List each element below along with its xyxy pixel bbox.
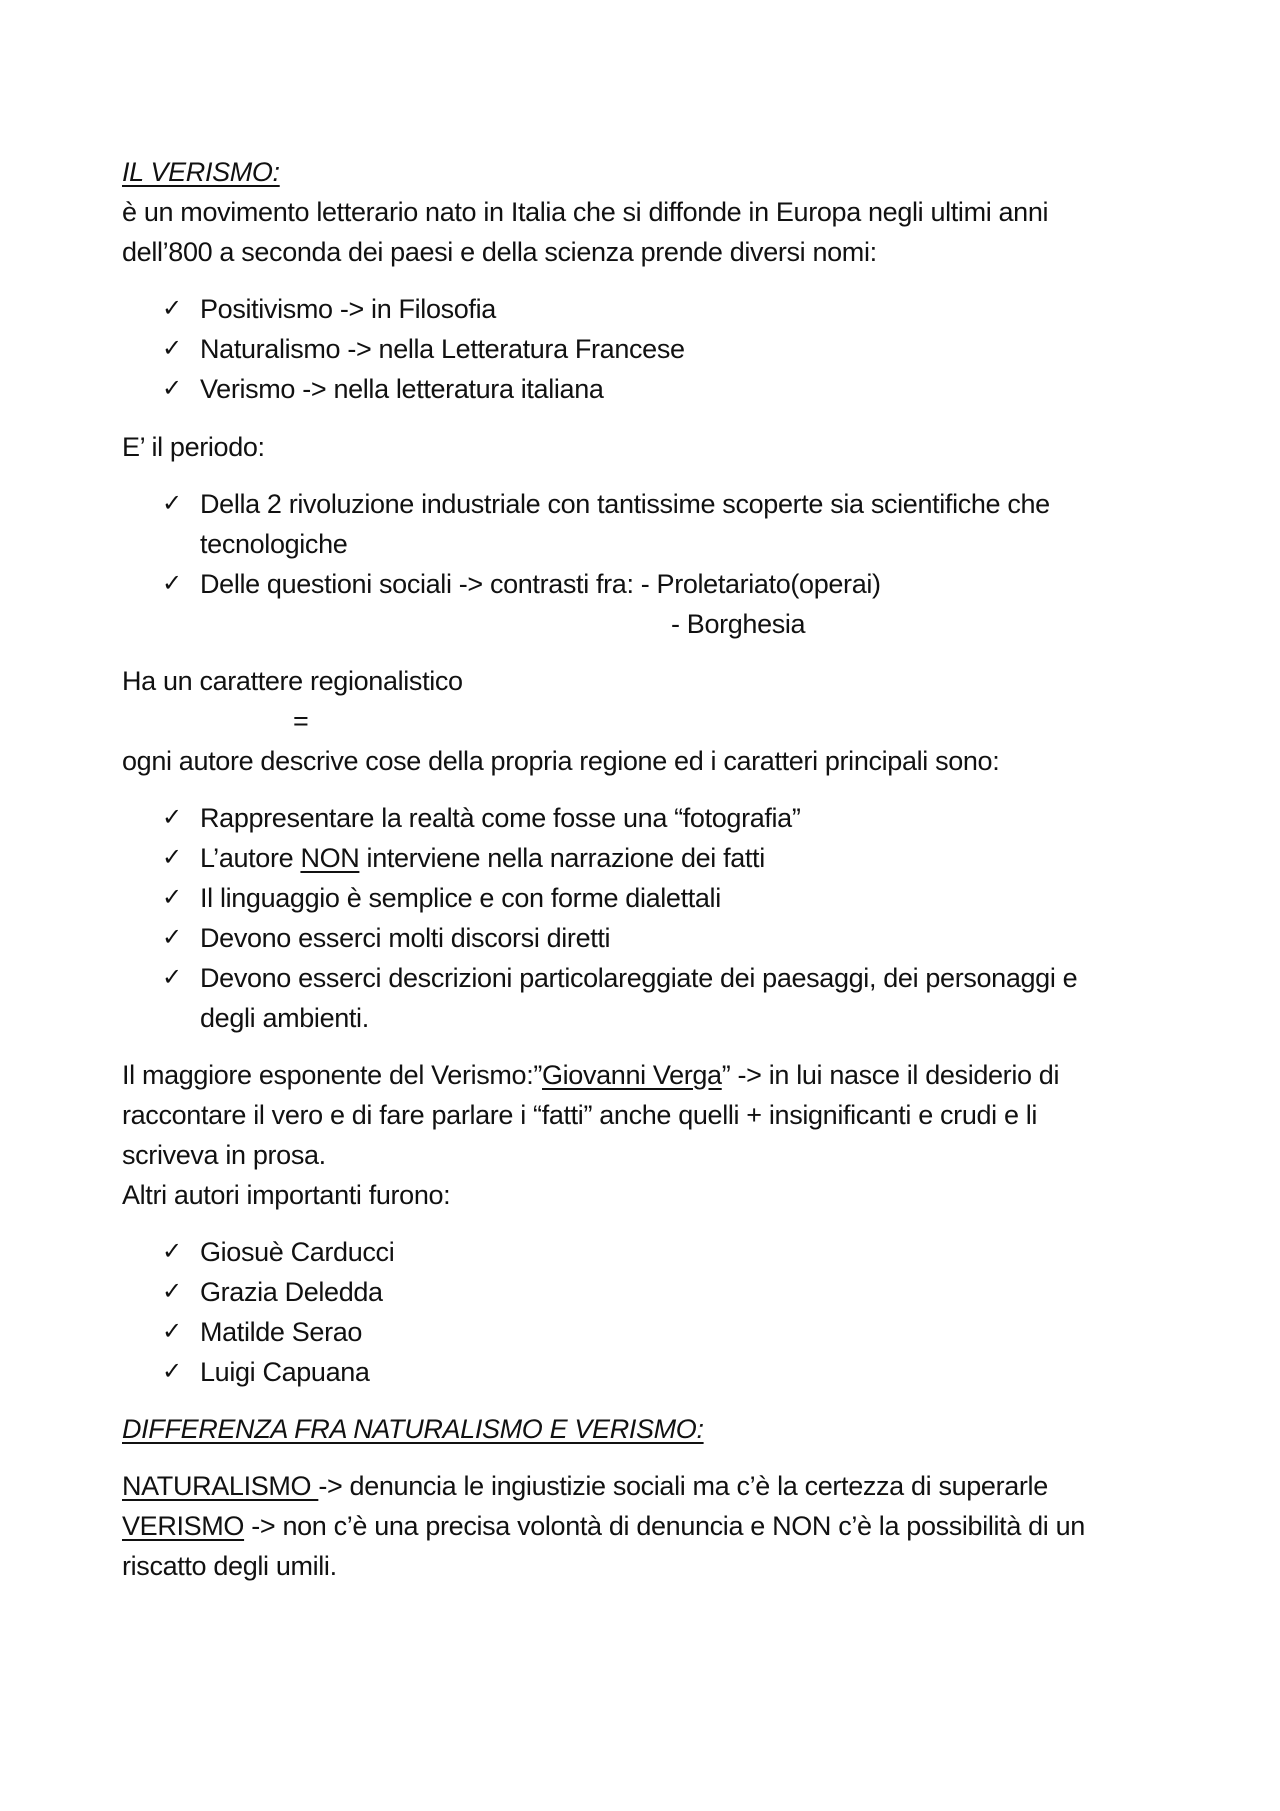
verga-line <box>122 1055 1059 1095</box>
list-item-text: Verismo -> nella letteratura italiana <box>200 374 604 404</box>
check-mark-icon: ✓ <box>162 375 182 402</box>
section-heading: DIFFERENZA FRA NATURALISMO E VERISMO: <box>122 1414 704 1444</box>
list-item-text: Il linguaggio è semplice e con forme dialettali <box>200 883 721 913</box>
check-mark-icon: ✓ <box>162 1238 182 1265</box>
authors-label: Altri autori importanti furono: <box>122 1180 451 1210</box>
period-label: E’ il periodo: <box>122 432 265 462</box>
verga-line: scriveva in prosa. <box>122 1140 326 1170</box>
author-item: Grazia Deledda <box>200 1277 383 1307</box>
list-item <box>162 958 1077 998</box>
list-item <box>162 798 801 838</box>
check-mark-icon: ✓ <box>162 1318 182 1345</box>
check-mark-icon: ✓ <box>162 335 182 362</box>
verismo-line: riscatto degli umili. <box>122 1551 337 1581</box>
equals-sign: = <box>293 706 309 736</box>
emphasis-non: NON <box>300 843 360 873</box>
list-item-text: Devono esserci descrizioni particolareggiate dei paesaggi, dei personaggi e <box>200 963 1078 993</box>
list-item <box>162 1232 394 1272</box>
naturalismo-line <box>122 1466 1048 1506</box>
author-name: Giovanni Verga <box>542 1060 722 1090</box>
page-title: IL VERISMO: <box>122 157 280 187</box>
list-item <box>162 1272 383 1312</box>
author-item: Matilde Serao <box>200 1317 363 1347</box>
check-mark-icon: ✓ <box>162 570 182 597</box>
verga-text: ” -> in lui nasce il desiderio di <box>721 1060 1060 1090</box>
list-item-continuation: tecnologiche <box>200 529 348 559</box>
verga-line: raccontare il vero e di fare parlare i “fatti” anche quelli + insignificanti e crudi e li <box>122 1100 1038 1130</box>
intro-line: è un movimento letterario nato in Italia che si diffonde in Europa negli ultimi anni <box>122 197 1049 227</box>
list-item <box>162 564 881 604</box>
list-item <box>162 369 604 409</box>
regional-line: Ha un carattere regionalistico <box>122 666 463 696</box>
check-mark-icon: ✓ <box>162 1358 182 1385</box>
list-item-text: interviene nella narrazione dei fatti <box>359 843 765 873</box>
list-item-text: Delle questioni sociali -> contrasti fra: - Proletariato(operai) <box>200 569 881 599</box>
verismo-label: VERISMO <box>122 1511 245 1541</box>
check-mark-icon: ✓ <box>162 295 182 322</box>
regional-line: ogni autore descrive cose della propria regione ed i caratteri principali sono: <box>122 746 1000 776</box>
naturalismo-text: -> denuncia le ingiustizie sociali ma c’è la certezza di superarle <box>318 1471 1048 1501</box>
list-item <box>162 329 685 369</box>
verga-text: Il maggiore esponente del Verismo:” <box>122 1060 542 1090</box>
list-item-text: Positivismo -> in Filosofia <box>200 294 496 324</box>
list-item <box>162 1312 362 1352</box>
check-mark-icon: ✓ <box>162 490 182 517</box>
check-mark-icon: ✓ <box>162 1278 182 1305</box>
list-item <box>162 289 496 329</box>
list-item <box>162 484 1050 524</box>
naturalismo-label: NATURALISMO <box>122 1471 319 1501</box>
check-mark-icon: ✓ <box>162 844 182 871</box>
list-item-text: L’autore <box>200 843 301 873</box>
verismo-text: -> non c’è una precisa volontà di denuncia e NON c’è la possibilità di un <box>244 1511 1085 1541</box>
verismo-line <box>122 1506 1085 1546</box>
list-item-continuation: degli ambienti. <box>200 1003 369 1033</box>
author-item: Luigi Capuana <box>200 1357 370 1387</box>
list-item <box>162 878 721 918</box>
list-item <box>162 918 610 958</box>
list-item-text: Della 2 rivoluzione industriale con tantissime scoperte sia scientifiche che <box>200 489 1050 519</box>
check-mark-icon: ✓ <box>162 964 182 991</box>
check-mark-icon: ✓ <box>162 804 182 831</box>
check-mark-icon: ✓ <box>162 924 182 951</box>
list-item <box>162 838 765 878</box>
intro-line: dell’800 a seconda dei paesi e della scienza prende diversi nomi: <box>122 237 877 267</box>
list-item-text: Naturalismo -> nella Letteratura Francese <box>200 334 685 364</box>
list-item-continuation: - Borghesia <box>671 609 806 639</box>
list-item <box>162 1352 370 1392</box>
author-item: Giosuè Carducci <box>200 1237 395 1267</box>
list-item-text: Devono esserci molti discorsi diretti <box>200 923 611 953</box>
check-mark-icon: ✓ <box>162 884 182 911</box>
list-item-text: Rappresentare la realtà come fosse una “fotografia” <box>200 803 801 833</box>
